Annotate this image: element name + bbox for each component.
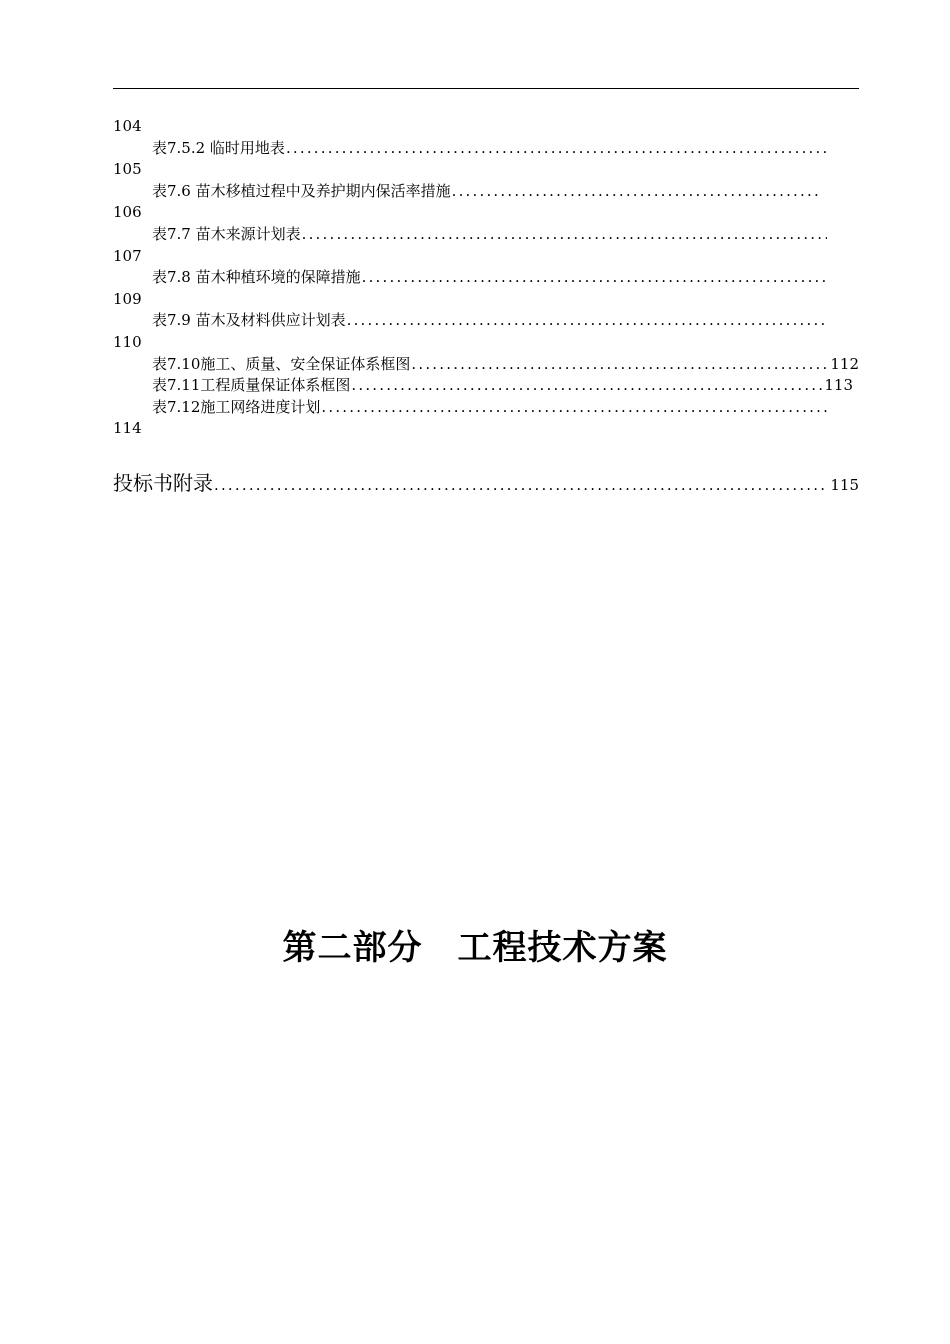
table-of-contents [113,116,859,440]
toc-page-number: 104 [113,117,142,135]
toc-page-number: 107 [113,246,142,265]
toc-leader-dots [411,354,828,376]
toc-leader-dots [351,375,822,397]
toc-entry[interactable] [113,375,859,397]
toc-page-number: 106 [113,203,142,222]
toc-entry-label: 表7.12施工网络进度计划 [152,397,321,416]
toc-entry[interactable] [113,224,859,246]
toc-leader-dots [347,310,827,332]
toc-entry[interactable] [113,181,859,203]
toc-entry-appendix[interactable] [113,467,859,496]
toc-leader-dots [302,224,827,246]
toc-entry-page: 115 [830,476,859,494]
toc-entry[interactable] [113,267,859,289]
toc-entry-label: 表7.8 苗木种植环境的保障措施 [152,268,361,287]
toc-entry-label: 表7.9 苗木及材料供应计划表 [152,311,346,330]
toc-leader-dots [321,397,827,419]
toc-page-number: 110 [113,332,142,351]
toc-entry-label: 投标书附录 [113,471,213,495]
toc-entry-label: 表7.5.2 临时用地表 [152,138,285,157]
toc-page-number: 114 [113,419,142,438]
toc-leader-dots [214,476,828,494]
toc-leader-dots [286,138,827,160]
toc-entry[interactable] [113,397,859,419]
toc-entry-page: 113 [824,376,853,395]
header-rule [113,88,859,89]
toc-entry-page: 112 [830,354,859,373]
toc-entry-label: 表7.7 苗木来源计划表 [152,224,301,243]
toc-entry-label: 表7.10施工、质量、安全保证体系框图 [152,354,411,373]
toc-entry[interactable] [113,138,859,160]
toc-entry-label: 表7.11工程质量保证体系框图 [152,376,351,395]
toc-entry[interactable] [113,310,859,332]
toc-page-number: 105 [113,160,142,179]
toc-leader-dots [452,181,819,203]
part-heading: 第二部分 工程技术方案 [282,928,668,968]
toc-page-number: 109 [113,289,142,308]
toc-entry-label: 表7.6 苗木移植过程中及养护期内保活率措施 [152,181,451,200]
toc-entry[interactable] [113,354,859,376]
toc-leader-dots [362,267,827,289]
